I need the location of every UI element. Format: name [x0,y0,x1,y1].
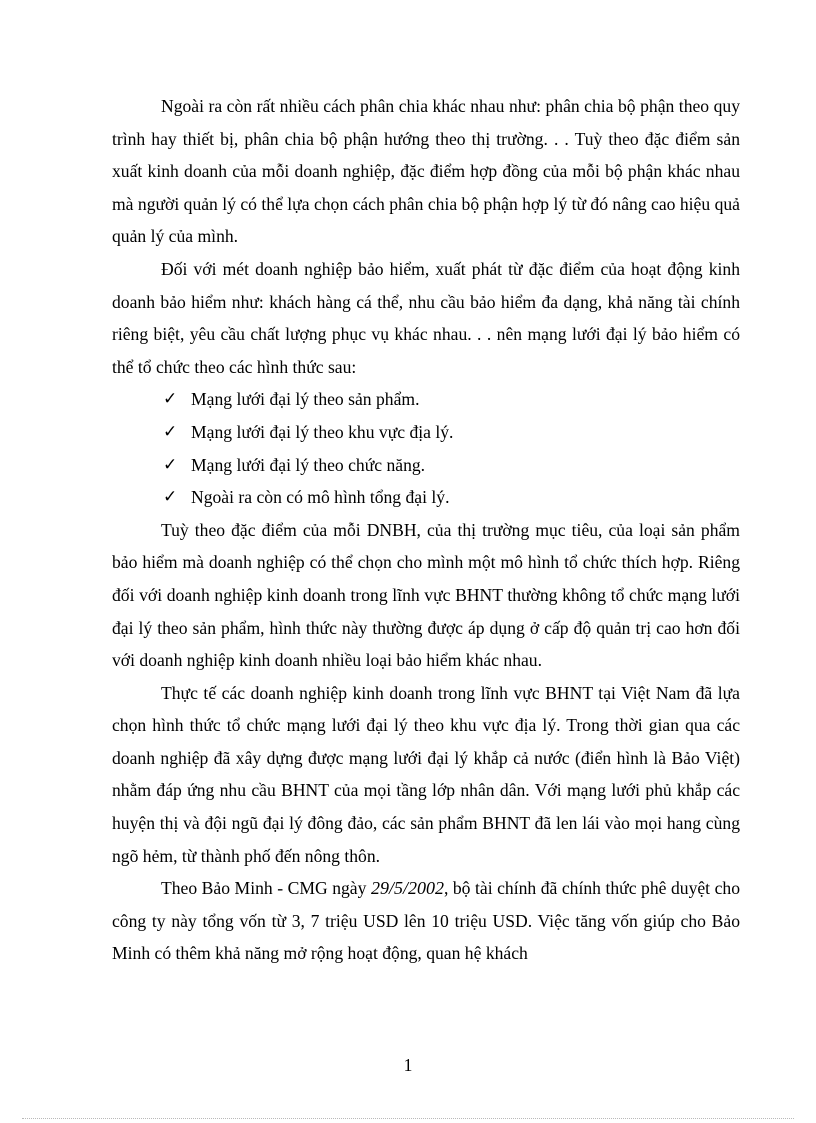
page-bottom-divider [22,1118,794,1119]
list-item-text: Ngoài ra còn có mô hình tổng đại lý. [191,487,450,508]
list-item-text: Mạng lưới đại lý theo chức năng. [191,454,426,475]
checkmark-icon: ✓ [163,487,178,508]
paragraph-model-selection: Tuỳ theo đặc điểm của mỗi DNBH, của thị trường mục tiêu, của loại sản phẩm bảo hiểm mà doanh nghiệp có thể chọn cho mình một mô hình tổ chức thích hợp. Riêng đối với doanh nghiệp kinh doanh trong lĩnh vực BHNT thường không tổ chức mạng lưới đại lý theo sản phẩm, hình thức này thường được áp dụng ở cấp độ quản trị cao hơn đối với doanh nghiệp kinh doanh nhiều loại bảo hiểm khác nhau. [112,519,740,671]
list-item [112,416,740,449]
approval-date: 29/5/2002 [370,878,444,899]
paragraph-division-methods: Ngoài ra còn rất nhiều cách phân chia khác nhau như: phân chia bộ phận theo quy trình hay thiết bị, phân chia bộ phận hướng theo thị trường. . . Tuỳ theo đặc điểm sản xuất kinh doanh của mỗi doanh nghiệp, đặc điểm hợp đồng của mỗi bộ phận khác nhau mà người quản lý có thể lựa chọn cách phân chia bộ phận hợp lý từ đó nâng cao hiệu quả quản lý của mình. [112,96,740,247]
paragraph-bao-minh-capital [112,872,740,970]
page-body [112,90,740,970]
paragraph-insurance-agent-network: Đối với mét doanh nghiệp bảo hiểm, xuất phát từ đặc điểm của hoạt động kinh doanh bảo hiểm như: khách hàng cá thể, nhu cầu bảo hiểm đa dạng, khả năng tài chính riêng biệt, yêu cầu chất lượng phục vụ khác nhau. . . nên mạng lưới đại lý bảo hiểm có thể tổ chức theo các hình thức sau: [112,258,740,377]
paragraph-vietnam-practice: Thực tế các doanh nghiệp kinh doanh trong lĩnh vực BHNT tại Việt Nam đã lựa chọn hình thức tổ chức mạng lưới đại lý theo khu vực địa lý. Trong thời gian qua các doanh nghiệp đã xây dựng được mạng lưới đại lý khắp cả nước (điển hình là Bảo Việt) nhằm đáp ứng nhu cầu BHNT của mọi tầng lớp nhân dân. Với mạng lưới phủ khắp các huyện thị và đội ngũ đại lý đông đảo, các sản phẩm BHNT đã len lái vào mọi hang cùng ngõ hẻm, từ thành phố đến nông thôn. [112,682,740,866]
list-item [112,481,740,514]
list-item-text: Mạng lưới đại lý theo khu vực địa lý. [191,421,454,442]
checkmark-icon: ✓ [163,389,178,410]
agent-network-model-list [112,383,740,513]
checkmark-icon: ✓ [163,454,178,475]
paragraph-text-end: , bộ tài chính đã chính thức phê duyệt cho công ty này tổng vốn từ 3, 7 triệu USD lên 10 triệu USD. Việc tăng vốn giúp cho Bảo Minh có thêm khả năng mở rộng hoạt động, quan hệ khách [112,878,740,964]
checkmark-icon: ✓ [163,421,178,442]
list-item [112,383,740,416]
list-item-text: Mạng lưới đại lý theo sản phẩm. [191,389,420,410]
page-number: 1 [403,1055,413,1075]
list-item [112,449,740,482]
paragraph-text-start: Theo Bảo Minh - CMG ngày [161,878,371,899]
